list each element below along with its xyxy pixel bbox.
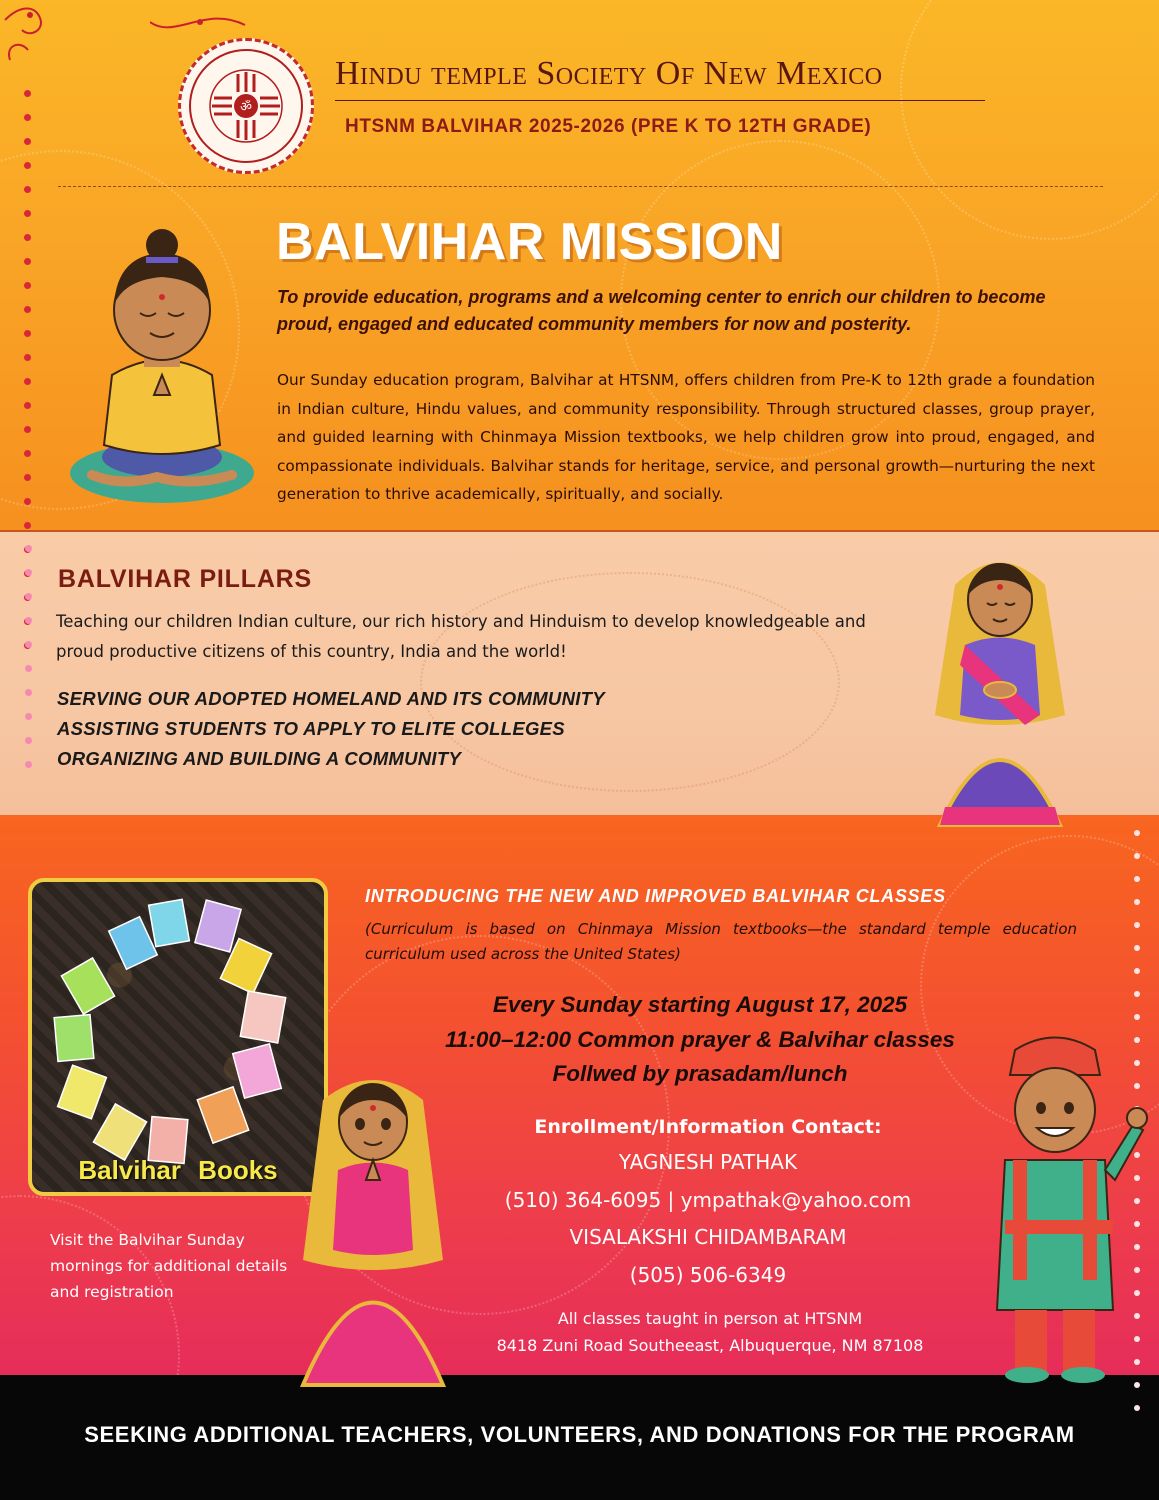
mission-title: BALVIHAR MISSION: [276, 213, 783, 271]
class-address: [420, 1305, 1000, 1359]
curriculum-note: (Curriculum is based on Chinmaya Mission textbooks—the standard temple education curriculum used across the United States): [365, 920, 1077, 963]
books-circle-image: [32, 882, 324, 1192]
books-caption: Balvihar Books: [78, 1155, 278, 1185]
schedule-line: Every Sunday starting August 17, 2025: [492, 992, 908, 1017]
mission-description: Our Sunday education program, Balvihar at HTSNM, offers children from Pre-K to 12th grade a foundation in Indian culture, Hindu values, and community responsibility. Through structured classes, group prayer, and guided learning with Chinmaya Mission textbooks, we help children grow into proud, engaged, and compassionate individuals. Balvihar stands for heritage, service, and personal growth—nurturing the next generation to thrive academically, spiritually, and socially.: [277, 371, 1095, 503]
pillars-title: BALVIHAR PILLARS: [58, 565, 312, 593]
classes-title: INTRODUCING THE NEW AND IMPROVED BALVIHAR CLASSES: [365, 886, 946, 906]
svg-text:ॐ: ॐ: [240, 100, 252, 115]
contact-name: YAGNESH PATHAK: [618, 1150, 798, 1174]
contact-block: [440, 1110, 976, 1294]
pillar-item: SERVING OUR ADOPTED HOMELAND AND ITS COMMUNITY: [57, 688, 605, 709]
header-underline: [335, 100, 985, 101]
zia-om-icon: [186, 46, 306, 166]
dot-border-left-pillars: [25, 545, 32, 768]
schedule-line: 11:00–12:00 Common prayer & Balvihar classes: [445, 1026, 955, 1052]
corner-ornament: [0, 0, 60, 90]
contact-name: VISALAKSHI CHIDAMBARAM: [569, 1225, 847, 1249]
schedule-line: Follwed by prasadam/lunch: [552, 1061, 848, 1086]
address-line: 8418 Zuni Road Southeeast, Albuquerque, NM 87108: [496, 1336, 924, 1355]
address-line: All classes taught in person at HTSNM: [557, 1309, 863, 1328]
contact-phone[interactable]: (505) 506-6349: [629, 1262, 787, 1287]
girl-in-saree-illustration: [925, 545, 1075, 835]
pillar-item: ASSISTING STUDENTS TO APPLY TO ELITE COLLEGES: [57, 718, 565, 739]
contact-phone-email[interactable]: (510) 364-6095 | ympathak@yahoo.com: [504, 1187, 912, 1212]
mission-statement: To provide education, programs and a welcoming center to enrich our children to become proud, engaged and educated community members for now and posterity.: [277, 287, 1046, 334]
meditating-boy-illustration: [62, 225, 262, 505]
contact-heading: Enrollment/Information Contact:: [534, 1116, 882, 1138]
waving-boy-illustration: [975, 1030, 1150, 1390]
pillars-description: Teaching our children Indian culture, our rich history and Hinduism to develop knowledgeable and proud productive citizens of this country, India and the world!: [56, 612, 866, 661]
temple-seal-logo: [178, 38, 314, 174]
pillars-list: [57, 684, 605, 774]
class-schedule: [380, 988, 1020, 1092]
praying-girl-illustration: [298, 1060, 448, 1390]
header-divider: [58, 186, 1103, 187]
program-subtitle: HTSNM BALVIHAR 2025-2026 (PRE K TO 12TH GRADE): [345, 116, 872, 137]
organization-name: Hindu temple Society Of New Mexico: [335, 55, 883, 92]
pillar-item: ORGANIZING AND BUILDING A COMMUNITY: [57, 748, 462, 769]
mandala-decoration: [900, 0, 1159, 240]
balvihar-books-photo: [28, 878, 328, 1196]
footer-call-to-action: SEEKING ADDITIONAL TEACHERS, VOLUNTEERS, AND DONATIONS FOR THE PROGRAM: [84, 1422, 1075, 1447]
visit-note: Visit the Balvihar Sunday mornings for additional details and registration: [50, 1231, 288, 1301]
